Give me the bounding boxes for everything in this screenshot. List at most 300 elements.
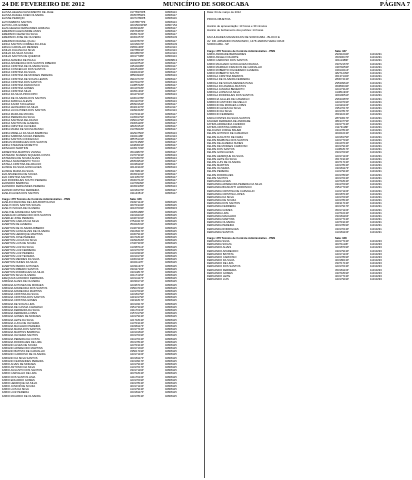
registration-number: 11010291 [370, 199, 382, 203]
candidate-name: FATIMA CRISTINA URBANO [207, 126, 242, 130]
room-label: Sala: 347 [335, 49, 347, 53]
candidate-name: EVERTON DE ALMEIDA [2, 223, 32, 227]
registration-number: 02808115 [165, 353, 177, 357]
document-number: 40317013P [335, 176, 349, 180]
registration-number: 11010293 [370, 268, 382, 272]
candidate-name: FERNANDO CARDOSO [207, 255, 237, 259]
document-number: 42171813P [130, 318, 144, 322]
document-number: 40321117P [130, 261, 144, 265]
document-number: 31371913P [130, 112, 144, 116]
candidate-name: ELISSA HELENA NASCIMENTO DE JAGE [2, 11, 54, 14]
document-number: 45171913P [335, 157, 349, 161]
registration-number: 11010291 [370, 116, 382, 120]
registration-number: 02808115 [165, 229, 177, 233]
document-number: 32438119P [130, 163, 144, 167]
candidate-name: FABIO ALVES DE MORAES [2, 362, 36, 366]
document-number: 45311079P [130, 99, 144, 103]
registration-number: 02808813 [165, 58, 177, 62]
document-number: 41678577P9 [130, 20, 146, 24]
document-number: 28354951P [130, 160, 144, 164]
registration-number: 11010291 [370, 72, 382, 76]
document-number: 40339171P [130, 280, 144, 284]
candidate-name: FABIANA LUCIA DE OLIVEIRA [2, 321, 40, 325]
document-number: 33371713P [335, 262, 349, 266]
document-number: 33311719P [130, 267, 144, 271]
registration-number: 02808115 [165, 362, 177, 366]
candidate-name: FERNANDA MARTINS [207, 218, 235, 222]
document-number: 43979253P [335, 65, 349, 69]
candidate-name: ESTELA CRISTINA DE ARAUJO [2, 163, 42, 167]
document-number: 33517017P [335, 107, 349, 111]
document-number: 32318117P [130, 391, 144, 395]
candidate-name: FERNANDO LEITE [207, 274, 231, 278]
candidate-name: EVELYNE APARECIDA SANTOS [2, 210, 42, 214]
candidate-name: ELZA HELENA FERNANDES ADRIANA [2, 26, 50, 30]
document-number: 46141916P [130, 166, 144, 170]
document-number: 29633487P [335, 97, 349, 101]
document-number: 33493157P [130, 58, 144, 62]
registration-number: 11010291 [370, 84, 382, 88]
registration-number: 11010291 [370, 145, 382, 149]
document-number: 41317819P [335, 255, 349, 259]
candidate-name: FERNANDA OLIVEIRA [207, 221, 235, 225]
document-number: 42317813P [335, 199, 349, 203]
candidate-name: EVERTON LUIZ TEIXEIRA [2, 255, 35, 259]
registration-number: 02808115 [165, 315, 177, 319]
document-number: 40919051P [335, 94, 349, 98]
registration-number: 02808117 [165, 175, 177, 179]
candidate-name: ERICA SANTOS DE ALMEIDA [2, 122, 39, 126]
candidate-name: FERNANDO DOS SANTOS [207, 265, 241, 269]
document-number: 46318576P [130, 52, 144, 56]
candidate-row [207, 278, 410, 281]
document-number: 42317113P [335, 154, 349, 158]
registration-number: 11010291 [370, 183, 382, 187]
candidate-name: ERICA CRISTINA DE MORAES PEREIRA [2, 74, 53, 78]
candidate-name: ERIVALDO MARTINS [2, 147, 29, 151]
document-number: 48271239P [335, 72, 349, 76]
registration-number: 02808115 [165, 296, 177, 300]
candidate-name: FELIPE LUIS DE OLIVEIRA [207, 160, 241, 164]
document-number: 43319431P [130, 213, 144, 217]
candidate-name: FERNANDA APARECIDA PEREIRA DA SILVA [207, 183, 263, 187]
registration-number: 11010291 [370, 88, 382, 91]
registration-number: 11010291 [370, 189, 382, 193]
registration-number: 02808115 [165, 385, 177, 389]
document-number: 33517319P [130, 305, 144, 309]
document-number: 33504179P [130, 118, 144, 122]
candidate-name: ELTON LUIS GOMES [2, 23, 29, 27]
document-number: 39103747P [130, 77, 144, 81]
registration-number: 11010291 [370, 151, 382, 155]
registration-number: 02808115 [165, 223, 177, 227]
registration-number: 11010291 [370, 81, 382, 85]
registration-number: 02813113 [165, 134, 177, 138]
registration-number: 02808115 [165, 255, 177, 259]
candidate-name: FELIPE AUGUSTO DE FARIA [207, 135, 244, 139]
document-number: 40318713P [335, 192, 349, 196]
document-number: 40294750P [130, 131, 144, 135]
registration-number: 02808117 [165, 179, 177, 183]
candidate-name: FABIO MACHADO GONCALVES FRANCA [207, 62, 259, 66]
document-number: 38504940P [130, 74, 144, 78]
document-number: 40105106P [130, 68, 144, 72]
document-number: 42318179P [335, 135, 349, 139]
registration-number: 02808115 [165, 226, 177, 230]
candidate-name: FABIO LUIZ PEREIRA [2, 391, 30, 395]
registration-number: 11010291 [370, 122, 382, 126]
registration-number: 02807154 [165, 23, 177, 27]
document-number: 43117013P [130, 308, 144, 312]
registration-number: 02808117 [165, 112, 177, 116]
document-number: 31467319P [130, 226, 144, 230]
document-number: 43419713P [335, 141, 349, 145]
candidate-name: ERIKA STEFANIE MORETTO [2, 144, 38, 148]
document-number: 33306118P [130, 122, 144, 126]
document-number: 32117415P [130, 274, 144, 278]
registration-number: 02808115 [165, 302, 177, 306]
registration-number: 11010291 [370, 53, 382, 57]
document-number: 32317819P [335, 173, 349, 177]
document-number: 40317917P [335, 205, 349, 209]
candidate-name: EVA RODRIGUES SOUTO PEREIRA [2, 179, 47, 183]
candidate-name: ERIKA SANTOS CONCEICAO [2, 137, 39, 141]
registration-number: 02808117 [165, 147, 177, 151]
candidate-name: ESTEFANIA DE SOUZA ALVES [2, 156, 41, 160]
document-number: 44193179P [130, 296, 144, 300]
candidate-name: FABIANO FERNANDES PEREIRA [2, 359, 44, 363]
registration-number: 11010291 [370, 113, 382, 117]
candidate-name: FERNANDO ALVES [207, 246, 232, 250]
registration-number: 02808113 [165, 74, 177, 78]
registration-number: 11010291 [370, 138, 382, 142]
registration-number: 02808115 [165, 318, 177, 322]
candidate-name: FABIOLA DE OLIVEIRA FERREIRA [207, 78, 250, 82]
registration-number: 02808117 [165, 30, 177, 34]
candidate-name: ERICA APARECIDA DOS SANTOS RIBEIRO [2, 61, 56, 65]
document-number: 41370939P [130, 182, 144, 186]
registration-number: 02808113 [165, 20, 177, 24]
candidate-name: FABIANA ANTUNES DE MORAES [2, 283, 44, 287]
candidate-name: FELICIANO JORGE BAUER [207, 129, 242, 133]
registration-number: 11010293 [370, 243, 382, 247]
document-number: 40451935P [130, 185, 144, 189]
registration-number: 02808115 [165, 289, 177, 293]
registration-number: 02808117 [165, 83, 177, 87]
document-number: 40317113P [130, 385, 144, 389]
candidate-name: ERIKAS RODRIGUES DOS SANTOS [2, 141, 48, 145]
candidate-name: EVERTON GONCALVES DE OLIVEIRA [2, 229, 50, 233]
document-number: 47467315P [130, 242, 144, 246]
candidate-name: ERICA CRISTINA GOMES [2, 87, 34, 91]
exam-info-line: Data: 04 de março de 2012 [207, 10, 241, 14]
registration-number: 02808117 [165, 141, 177, 145]
registration-number: 02808115 [165, 286, 177, 290]
document-number: 35321831P [130, 223, 144, 227]
registration-number: 02808113 [165, 80, 177, 84]
document-number: 42317019P [130, 378, 144, 382]
registration-number: 02808115 [165, 350, 177, 354]
document-number: 42347837P [130, 39, 144, 43]
document-number: 33317119P [130, 369, 144, 373]
document-number: 30401337P [130, 106, 144, 110]
candidate-name: FABIO RICARDO DE OLIVEIRA [2, 394, 41, 398]
candidate-name: ERICA SANTANA FELICIANO [2, 118, 39, 122]
candidate-name: FERNANDO FERREIRA [207, 268, 237, 272]
registration-number: 02808115 [165, 340, 177, 344]
cargo-label: Cargo: 376 Técnico de Controle Administrativo - PMS [207, 49, 276, 53]
document-number: 30451931P [130, 172, 144, 176]
candidate-name: FELIPE PEREIRA [207, 170, 229, 174]
document-number: 43371819P [335, 271, 349, 275]
candidate-name: FABIANA RODRIGUES DE LIMA [2, 340, 42, 344]
candidate-name: FABIO CARVALHO DE LIMA [2, 372, 37, 376]
registration-number: 02808115 [165, 283, 177, 287]
candidate-name: ENILVA SANTOS DE QUEIROZ [2, 55, 41, 59]
registration-number: 11010291 [370, 179, 382, 183]
candidate-name: FERNANDO DA SILVA [207, 259, 235, 263]
registration-number: 02808117 [165, 87, 177, 91]
document-number: 45318113P [335, 268, 349, 272]
document-number: 42133537P [130, 175, 144, 179]
document-number: 42304178P [130, 96, 144, 100]
registration-number: 11010291 [370, 65, 382, 69]
document-number: 43191713P [335, 202, 349, 206]
document-number: 45419837P [130, 150, 144, 154]
registration-number: 11010291 [370, 56, 382, 60]
registration-number: 11010293 [370, 274, 382, 278]
document-number: 32317713P [335, 240, 349, 244]
document-number: 40374780P8 [130, 17, 146, 21]
registration-number: 02808115 [165, 299, 177, 303]
document-number: 43179813P [130, 169, 144, 173]
registration-number: 02808117 [165, 137, 177, 141]
candidate-name: FELIPE HENRIQUE DA SILVA [207, 154, 244, 158]
registration-number: 02808315 [165, 207, 177, 211]
candidate-name: FELIPE ANTONIO DE CAMARGO [207, 132, 249, 136]
registration-number: 11010291 [370, 214, 382, 218]
document-number: 31378218P [130, 128, 144, 132]
document-number: 45317813P [130, 340, 144, 344]
registration-number: 02808115 [165, 388, 177, 392]
column-divider [204, 11, 205, 478]
document-number: 44317113P [130, 353, 144, 357]
document-number: 42483019P [130, 144, 144, 148]
document-number: 42318137P [130, 188, 144, 192]
registration-number: 11010291 [370, 205, 382, 209]
registration-number: 02808115 [165, 337, 177, 341]
candidate-name: EMERSON ALEXANDRE ASSIS [2, 30, 41, 34]
candidate-name: FERNANDO BATISTA [207, 252, 234, 256]
registration-number: 02808115 [165, 372, 177, 376]
candidate-name: FABIANA APARECIDA MARTINS [2, 289, 42, 293]
document-number: 33651138P [130, 45, 144, 49]
document-number: 40317913P [335, 145, 349, 149]
document-number: 40318117P [130, 356, 144, 360]
exam-info-line: AV. DR. ARMANDO PANNUNZIO, 1478 JARDIM VERA CRUZ [207, 38, 285, 43]
registration-number: 11010291 [370, 132, 382, 136]
document-number: 43378519P [130, 49, 144, 53]
document-number: 33517719P [335, 186, 349, 190]
registration-number: 02808117 [165, 102, 177, 106]
registration-number: 02808115 [165, 375, 177, 379]
document-number: 31707319P [130, 153, 144, 157]
document-number: 33501719P [130, 350, 144, 354]
document-number: 42317713P [335, 218, 349, 222]
document-number: 44317719P [335, 138, 349, 142]
candidate-name: EVERTON JOSE PEREIRA [2, 236, 36, 240]
registration-number: 11010291 [370, 173, 382, 177]
document-number: 33108417P [130, 229, 144, 233]
candidate-name: FABIANA FERREIRA LOPES [2, 312, 38, 316]
document-number: 42371913P [130, 343, 144, 347]
document-number: 36380043P [335, 84, 349, 88]
candidate-name: FELIPE LEITE DA SILVA [207, 157, 237, 161]
candidate-name: EVERALDO APARECIDO DOS SANTOS [2, 213, 52, 217]
candidate-name: ENILVA DA SILVA SOUZA [2, 52, 34, 56]
registration-number: 02808117 [165, 26, 177, 30]
registration-number: 02813113 [165, 109, 177, 113]
document-number: 44303113P [130, 258, 144, 262]
document-number: 40317819P [335, 224, 349, 228]
candidate-name: EVELIN ALVES DOS SANTOS [2, 191, 39, 195]
candidate-name: FERNANDA GOMES [207, 208, 233, 212]
candidate-name: FABIANO APARECIDO MARTINS [2, 347, 43, 351]
candidate-list-b [2, 201, 202, 398]
registration-number: 02808115 [165, 343, 177, 347]
candidate-name: FABIANO ALVES DE SOUZA [2, 343, 38, 347]
document-number: 31778376P8 [130, 11, 146, 14]
document-number: 31704537P [130, 156, 144, 160]
registration-number: 11010291 [370, 176, 382, 180]
registration-number: 02808113 [165, 156, 177, 160]
registration-number: 02808115 [165, 321, 177, 325]
candidate-name: EVERTON LUCAS DA SILVA [2, 239, 37, 243]
cargo-label: Cargo: 376 Técnico de Controle Administrativo - PMS [2, 197, 71, 201]
document-number: 40318013P [335, 259, 349, 263]
registration-number: 02808115 [165, 251, 177, 255]
registration-number: 02808115 [165, 366, 177, 370]
registration-number: 02808117 [165, 122, 177, 126]
registration-number: 11010291 [370, 59, 382, 63]
registration-number: 11010291 [370, 91, 382, 95]
registration-number: 02808115 [165, 261, 177, 265]
registration-number: 11010293 [370, 252, 382, 256]
registration-number: 11010293 [370, 249, 382, 253]
candidate-name: FABIANO CARDOSO DE OLIVEIRA [2, 353, 46, 357]
candidate-name: EVERTON LUIZ PEREIRA [2, 251, 35, 255]
document-number: 32317019P [130, 334, 144, 338]
registration-number: 02808117 [165, 125, 177, 129]
candidate-name: FABIANA MARTINS BARBOSA [2, 331, 40, 335]
candidate-name: EZEQUIAS HONORIO FERREIRA [2, 277, 44, 281]
candidate-name: ERIKA MARIA DE SOUSA BASSO [2, 128, 44, 132]
candidate-name: FELIPE DE ALMEIDA NUNES [207, 141, 244, 145]
registration-number: 02808115 [165, 204, 177, 208]
document-number: 44117913P [130, 375, 144, 379]
document-number: 43417019P [335, 183, 349, 187]
registration-number: 02808113 [165, 96, 177, 100]
registration-number: 02808115 [165, 312, 177, 316]
document-number: 40447331P [130, 93, 144, 97]
registration-number: 11010291 [370, 154, 382, 158]
registration-number: 02808113 [165, 11, 177, 14]
registration-number: 02808115 [165, 324, 177, 328]
document-number: 40371358P [130, 141, 144, 145]
document-number: 43318117P [335, 167, 349, 171]
document-number: 32307913P [130, 232, 144, 236]
registration-number: 11010291 [370, 68, 382, 72]
candidate-name: FERNANDA MACHADO [207, 214, 237, 218]
registration-number: 02808115 [165, 293, 177, 297]
registration-number: 11010291 [370, 129, 382, 133]
candidate-name: FABIANA CRISTINA DOS SANTOS [2, 296, 45, 300]
document-number: 42318719P [335, 246, 349, 250]
candidate-name: FABIANA APARECIDA DOS SANTOS [2, 286, 48, 290]
candidate-name: ERIKA MIRELLA DA SILVA BARBOSA [2, 131, 48, 135]
registration-number: 02808115 [165, 277, 177, 281]
registration-number: 02808117 [165, 61, 177, 65]
registration-number: 02813117 [165, 115, 177, 119]
registration-number: 11010293 [370, 278, 382, 282]
candidate-name: EVELIN FRANCINE DE LIMA BORTOLOSO [2, 201, 56, 205]
document-number: 41371013P [335, 211, 349, 215]
registration-number: 02808115 [165, 270, 177, 274]
registration-number: 02808115 [165, 220, 177, 224]
candidate-name: ERICA LEONARDO DA SILVA [2, 106, 39, 110]
document-number: 46315003P3P [130, 23, 148, 27]
candidate-name: ESTELA NASCIMENTO TUCCI [2, 160, 40, 164]
candidate-name: ERICA CONCEICAO DOS SANTOS [2, 68, 46, 72]
registration-number: 11010291 [370, 224, 382, 228]
candidate-name: FABIANA LEITE DA SILVA [2, 318, 34, 322]
document-number: 41317913P [130, 388, 144, 392]
document-number: 44310719P [335, 100, 349, 104]
registration-number: 02813117 [165, 106, 177, 110]
candidate-name: ERICA CRISTINA DE OLIVEIRA SILVA [2, 64, 49, 68]
candidate-name: FELIPE MARTINS [207, 164, 230, 168]
registration-number: 11010291 [370, 94, 382, 98]
registration-number: 11010291 [370, 192, 382, 196]
registration-number: 11010291 [370, 100, 382, 104]
candidate-name: FABIO ROBERTO SOUTO [207, 72, 240, 76]
registration-number: 02808115 [165, 248, 177, 252]
document-number: 45330047P [335, 56, 349, 60]
document-number: 46451918P [130, 26, 144, 30]
registration-number: 02808115 [165, 239, 177, 243]
document-number: 43310917P [130, 359, 144, 363]
document-number: 44371913P [335, 221, 349, 225]
candidate-name: FABIO HENRIQUE DA SILVA [2, 381, 38, 385]
candidate-name: FABIANO DA SILVA SANTOS [2, 356, 38, 360]
candidate-name: FELIPE GONCALVES [207, 151, 234, 155]
candidate-name: FABIANA FERREIRA DA SILVA [2, 308, 40, 312]
candidate-name: FELIPE SANTOS [207, 176, 229, 180]
registration-number: 11010291 [370, 62, 382, 66]
candidate-name: FABIO DOS SANTOS LIMA [2, 375, 36, 379]
document-number: 42314117P [130, 277, 144, 281]
registration-number: 02808117 [165, 172, 177, 176]
document-number: 42317037P [130, 248, 144, 252]
registration-number: 11010291 [370, 160, 382, 164]
document-number: 41385718P [130, 83, 144, 87]
document-number: 41311913P [335, 103, 349, 107]
document-number: 41459179P [130, 115, 144, 119]
registration-number: 02808115 [165, 391, 177, 395]
registration-number: 02808115 [165, 213, 177, 217]
document-number: 42371813P [335, 179, 349, 183]
room-label: Sala: 346 [130, 197, 142, 201]
